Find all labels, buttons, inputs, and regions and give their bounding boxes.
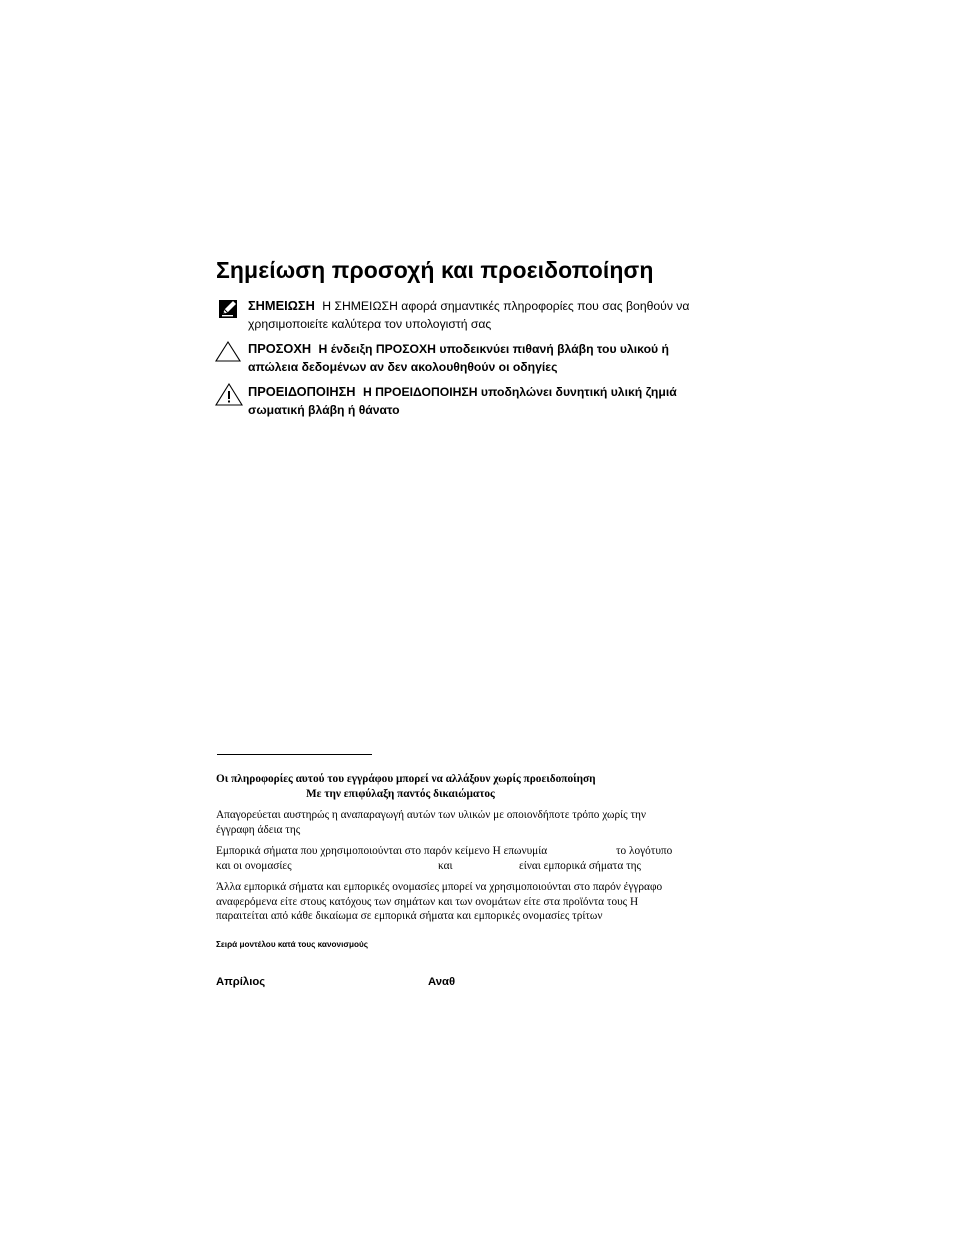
caution-triangle-icon xyxy=(214,340,244,364)
trademarks-line2-part-c: είναι εμπορικά σήματα της xyxy=(519,859,642,872)
other-trademarks-line-1: Άλλα εμπορικά σήματα και εμπορικές ονομασίες μπορεί να χρησιμοποιούνται στο παρόν έγγραφο xyxy=(216,881,663,893)
revision-label: Αναθ xyxy=(428,976,456,988)
warning-exclamation-triangle-icon xyxy=(214,383,244,407)
publication-month: Απρίλιος xyxy=(216,976,266,988)
note-notice xyxy=(214,297,714,333)
other-trademarks-paragraph xyxy=(216,880,716,924)
warning-label: ΠΡΟΕΙΔΟΠΟΙΗΣΗ xyxy=(248,384,356,399)
footnote-divider xyxy=(217,754,372,755)
caution-notice xyxy=(214,340,714,376)
other-trademarks-line-3: παραιτείται από κάθε δικαίωμα σε εμπορικά σήματα και εμπορικές ονομασίες τρίτων xyxy=(216,910,603,922)
trademarks-line1-part-a: Εμπορικά σήματα που χρησιμοποιούνται στο παρόν κείμενο Η επωνυμία xyxy=(216,845,548,857)
trademarks-line1-part-b: το λογότυπο xyxy=(616,845,673,857)
caution-label: ΠΡΟΣΟΧΗ xyxy=(248,341,312,356)
pencil-note-icon xyxy=(214,297,244,321)
regulatory-model: Σειρά μοντέλου κατά τους κανονισμούς xyxy=(216,940,368,949)
page-title: Σημείωση προσοχή και προειδοποίηση xyxy=(216,257,654,283)
reproduction-line-2: έγγραφη άδεια της xyxy=(216,823,301,836)
trademarks-line2-part-a: και οι ονομασίες xyxy=(216,859,292,872)
info-line-1: Οι πληροφορίες αυτού του εγγράφου μπορεί να αλλάξουν χωρίς προειδοποίηση xyxy=(216,773,596,785)
warning-text-line1: Η ΠΡΟΕΙΔΟΠΟΙΗΣΗ υποδηλώνει δυνητική υλική ζημιά xyxy=(362,385,677,399)
warning-notice xyxy=(214,383,714,419)
info-notice xyxy=(216,772,596,801)
note-text-line2: χρησιμοποιείτε καλύτερα τον υπολογιστή σας xyxy=(248,316,492,331)
note-label: ΣΗΜΕΙΩΣΗ xyxy=(248,298,315,313)
info-line-2: Με την επιφύλαξη παντός δικαιώματος xyxy=(306,787,495,800)
trademarks-line2-part-b: και xyxy=(438,859,453,872)
warning-text-line2: σωματική βλάβη ή θάνατο xyxy=(248,402,400,417)
note-text-line1: Η ΣΗΜΕΙΩΣΗ αφορά σημαντικές πληροφορίες που σας βοηθούν να xyxy=(322,299,690,313)
reproduction-line-1: Απαγορεύεται αυστηρώς η αναπαραγωγή αυτών των υλικών με οποιονδήποτε τρόπο χωρίς την xyxy=(216,809,646,821)
trademarks-paragraph xyxy=(216,844,716,873)
reproduction-paragraph xyxy=(216,808,716,837)
caution-text-line1: Η ένδειξη ΠΡΟΣΟΧΗ υποδεικνύει πιθανή βλάβη του υλικού ή xyxy=(318,342,669,356)
caution-text-line2: απώλεια δεδομένων αν δεν ακολουθηθούν οι οδηγίες xyxy=(248,359,558,374)
other-trademarks-line-2: αναφερόμενα είτε στους κατόχους των σημάτων και των ονομάτων είτε στα προϊόντα τους Η xyxy=(216,895,639,908)
